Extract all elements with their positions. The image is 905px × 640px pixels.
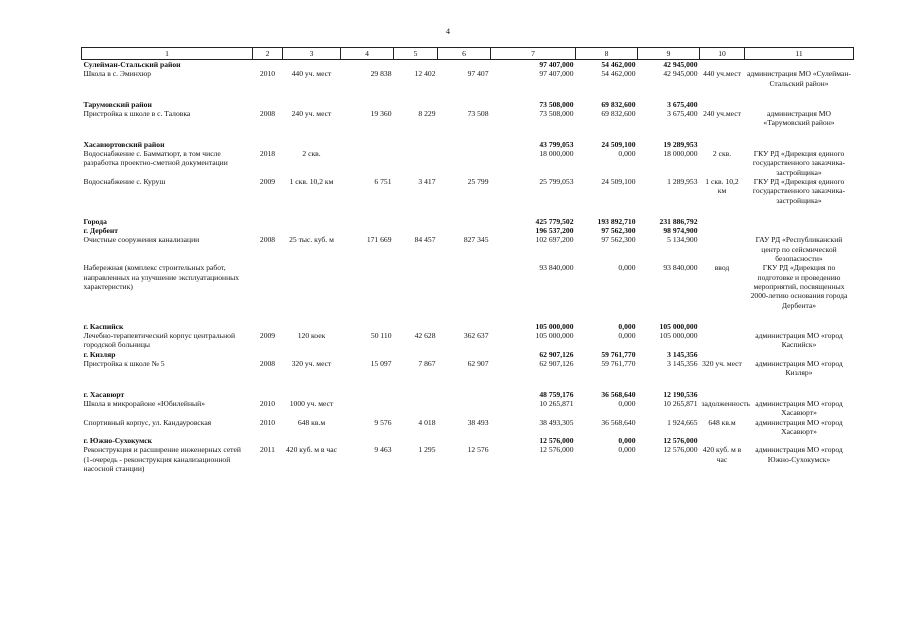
value-cell-5 [394,149,438,177]
customer-cell: администрация МО «город Южно-Сухокумск» [755,445,843,464]
result-cell [700,350,745,359]
value-cell-6 [438,217,491,226]
year-cell [253,390,283,399]
spacer-cell [82,88,854,100]
amount-republic-cell: 105 000,000 [659,321,698,331]
item-name-cell: Тарумовский район [83,99,152,109]
amount-total-cell: 73 508,000 [539,109,574,119]
column-header: 5 [394,48,438,60]
column-header: 7 [491,48,576,60]
capacity-cell: 240 уч. мест [291,109,332,119]
value-cell-5: 12 402 [414,69,436,79]
section-header-row [82,350,854,359]
spacer-row [82,310,854,322]
value-cell-4 [341,149,394,177]
value-cell-5: 1 295 [418,445,436,455]
capacity-cell [283,226,341,235]
value-cell-5 [394,399,438,418]
value-cell-5: 7 867 [418,359,436,369]
value-cell-6: 12 576 [467,445,489,455]
amount-republic-cell: 12 190,536 [663,389,698,399]
year-cell [253,100,283,109]
value-cell-5 [394,100,438,109]
customer-cell: администрация МО «город Хасавюрт» [755,398,843,418]
year-cell [253,60,283,70]
value-cell-5 [394,140,438,149]
capacity-cell: 440 уч. мест [291,69,332,79]
year-cell: 2008 [259,359,276,369]
result-cell [700,436,745,445]
value-cell-6 [438,226,491,235]
customer-cell: администрация МО «город Каспийск» [755,331,843,350]
value-cell-4 [341,390,394,399]
customer-cell [745,390,854,399]
item-name-cell: Реконструкция и расширение инженерных сетей (1-очередь - реконструкция канализационной насосной станции) [83,445,241,473]
result-cell: 320 уч. мест [702,359,742,369]
item-name-cell: Пристройка к школе № 5 [83,359,165,369]
item-name-cell: Водоснабжение с. Куруш [83,176,166,186]
amount-total-cell: 48 759,176 [539,389,574,399]
spacer-cell [82,378,854,390]
result-cell [700,235,745,263]
item-name-cell: Сулейман-Стальский район [83,60,181,69]
capacity-cell: 25 тыс. куб. м [289,235,334,245]
item-name-cell: Спортивный корпус, ул. Кандауровская [83,417,212,427]
amount-federal-cell: 36 568,640 [601,417,636,427]
value-cell-5: 84 457 [414,235,436,245]
year-cell [253,322,283,331]
year-cell: 2009 [259,176,276,186]
amount-total-cell: 105 000,000 [535,331,574,341]
capacity-cell: 420 куб. м в час [286,445,337,455]
amount-total-cell: 62 907,126 [539,359,574,369]
amount-federal-cell: 97 562,300 [601,235,636,245]
table-row [82,445,854,473]
amount-total-cell: 196 537,200 [535,226,574,236]
column-header: 6 [438,48,491,60]
amount-federal-cell: 54 462,000 [601,60,636,69]
spacer-row [82,128,854,140]
capacity-cell [283,140,341,149]
amount-republic-cell: 231 886,792 [659,216,698,226]
customer-cell: администрация МО «Сулейман-Стальский район» [747,69,851,88]
section-header-row [82,390,854,399]
result-cell: 420 куб. м в час [702,445,742,464]
amount-federal-cell: 0,000 [618,445,636,455]
value-cell-4: 15 097 [370,359,392,369]
item-name-cell: Набережная (комплекс строительных работ, направленных на улучшение эксплуатационных характеристик) [83,263,240,291]
amount-total-cell: 25 799,053 [539,176,574,186]
investment-table [81,47,854,473]
customer-cell: ГКУ РД «Дирекция единого государственного заказчика-застройщика» [752,176,846,205]
amount-federal-cell: 0,000 [618,149,636,159]
capacity-cell [283,322,341,331]
spacer-cell [82,205,854,217]
value-cell-6 [438,149,491,177]
result-cell [700,100,745,109]
value-cell-4 [341,60,394,70]
table-row [82,359,854,378]
capacity-cell [283,217,341,226]
item-name-cell: г. Хасавюрт [83,389,125,399]
amount-total-cell: 73 508,000 [539,99,574,109]
amount-republic-cell: 3 675,400 [667,99,698,109]
value-cell-4 [341,100,394,109]
capacity-cell [283,263,341,309]
value-cell-6 [438,140,491,149]
capacity-cell [283,390,341,399]
column-header: 10 [700,48,745,60]
page-number: 4 [446,27,450,36]
value-cell-6: 97 407 [467,69,489,79]
value-cell-6 [438,263,491,309]
column-header: 3 [283,48,341,60]
customer-cell [745,100,854,109]
value-cell-4: 171 669 [366,235,392,245]
customer-cell: администрация МО «город Хасавюрт» [755,417,843,436]
value-cell-4 [341,140,394,149]
amount-total-cell: 97 407,000 [539,69,574,79]
table-body [82,60,854,474]
amount-federal-cell: 97 562,300 [601,226,636,236]
amount-republic-cell: 1 289,953 [667,176,698,186]
value-cell-4 [341,322,394,331]
capacity-cell: 320 уч. мест [291,359,332,369]
item-name-cell: Пристройка к школе в с. Таловка [83,109,191,119]
table-row [82,331,854,350]
amount-republic-cell: 3 145,356 [667,349,698,359]
amount-federal-cell: 0,000 [618,321,636,331]
amount-republic-cell: 10 265,871 [663,398,698,408]
amount-total-cell: 12 576,000 [539,445,574,455]
customer-cell: администрация МО «Тарумовский район» [763,109,835,128]
result-cell [700,226,745,235]
amount-republic-cell: 98 974,900 [663,226,698,236]
section-header-row [82,436,854,445]
capacity-cell [283,436,341,445]
amount-total-cell: 105 000,000 [535,321,574,331]
amount-total-cell: 10 265,871 [539,398,574,408]
capacity-cell [283,100,341,109]
amount-total-cell: 62 907,126 [539,349,574,359]
section-header-row [82,226,854,235]
value-cell-6: 362 637 [463,331,489,341]
capacity-cell: 648 кв.м [297,417,326,427]
amount-federal-cell: 69 832,600 [601,109,636,119]
value-cell-4: 9 576 [374,417,392,427]
item-name-cell: Школа в микрорайоне «Юбилейный» [83,398,205,408]
amount-federal-cell: 0,000 [618,263,636,273]
year-cell [253,263,283,309]
amount-federal-cell: 193 892,710 [597,216,636,226]
amount-federal-cell: 59 761,770 [601,349,636,359]
result-cell: 648 кв.м [708,417,736,427]
year-cell [253,350,283,359]
table-row [82,263,854,309]
value-cell-6 [438,436,491,445]
table-row [82,149,854,177]
column-header: 11 [745,48,854,60]
value-cell-5 [394,436,438,445]
result-cell [700,322,745,331]
section-header-row [82,100,854,109]
table-row [82,69,854,88]
year-cell [253,436,283,445]
column-header: 4 [341,48,394,60]
capacity-cell [283,350,341,359]
amount-total-cell: 43 799,053 [539,139,574,149]
amount-republic-cell: 1 924,665 [667,417,698,427]
column-header: 1 [82,48,253,60]
customer-cell: администрация МО «город Кизляр» [755,359,843,378]
value-cell-6: 38 493 [467,417,489,427]
table-row [82,399,854,418]
column-header: 8 [576,48,638,60]
table-row [82,235,854,263]
value-cell-6 [438,399,491,418]
value-cell-5 [394,60,438,70]
section-header-row [82,322,854,331]
value-cell-6: 25 799 [467,176,489,186]
item-name-cell: Очистные сооружения канализации [83,235,200,245]
amount-federal-cell: 0,000 [618,331,636,341]
value-cell-5 [394,263,438,309]
value-cell-4 [341,399,394,418]
spacer-row [82,88,854,100]
amount-republic-cell: 18 000,000 [663,149,698,159]
result-cell: 240 уч.мест [703,109,741,119]
amount-republic-cell: 93 840,000 [663,263,698,273]
customer-cell: ГАУ РД «Республиканский центр по сейсмической безопасности» [755,235,843,264]
value-cell-4 [341,436,394,445]
value-cell-5: 8 229 [418,109,436,119]
value-cell-5 [394,217,438,226]
value-cell-5: 42 628 [414,331,436,341]
amount-total-cell: 425 779,502 [535,216,574,226]
result-cell: 2 скв. [712,149,732,159]
year-cell: 2009 [259,331,276,341]
value-cell-6: 73 508 [467,109,489,119]
value-cell-4: 9 463 [374,445,392,455]
value-cell-5 [394,350,438,359]
result-cell: 440 уч.мест [703,69,741,79]
customer-cell [745,217,854,226]
table-row [82,418,854,437]
amount-federal-cell: 36 568,640 [601,389,636,399]
result-cell: 1 скв. 10,2 км [705,176,739,196]
value-cell-6: 62 907 [467,359,489,369]
value-cell-4: 6 751 [374,176,392,186]
value-cell-6 [438,322,491,331]
amount-federal-cell: 24 509,100 [601,176,636,186]
value-cell-6 [438,390,491,399]
customer-cell [745,226,854,235]
section-header-row [82,217,854,226]
customer-cell [745,60,854,70]
item-name-cell: Лечебно-терапевтический корпус центральной городской больницы [83,331,236,350]
value-cell-4 [341,263,394,309]
amount-total-cell: 93 840,000 [539,263,574,273]
value-cell-6 [438,100,491,109]
amount-republic-cell: 42 945,000 [663,60,698,69]
value-cell-4 [341,226,394,235]
year-cell: 2011 [260,445,275,455]
result-cell: задолженность [701,398,751,408]
result-cell: ввод [714,263,730,273]
year-cell [253,140,283,149]
item-name-cell: г. Кизляр [83,349,116,359]
item-name-cell: г. Каспийск [83,321,124,331]
customer-cell [745,436,854,445]
amount-federal-cell: 24 509,100 [601,139,636,149]
value-cell-4: 29 838 [370,69,392,79]
amount-republic-cell: 105 000,000 [659,331,698,341]
value-cell-5: 4 018 [418,417,436,427]
value-cell-5: 3 417 [418,176,436,186]
table-row [82,177,854,205]
section-header-row [82,140,854,149]
column-header: 9 [638,48,700,60]
capacity-cell: 1000 уч. мест [289,398,334,408]
item-name-cell: г. Дербент [83,226,118,236]
customer-cell: ГКУ РД «Дирекция единого государственного заказчика-застройщика» [752,149,846,177]
amount-republic-cell: 12 576,000 [663,436,698,446]
value-cell-5 [394,226,438,235]
value-cell-6 [438,60,491,70]
year-cell: 2010 [259,417,276,427]
value-cell-4: 50 110 [370,331,392,341]
amount-republic-cell: 19 289,953 [663,139,698,149]
amount-federal-cell: 54 462,000 [601,69,636,79]
amount-total-cell: 12 576,000 [539,436,574,446]
spacer-cell [82,310,854,322]
value-cell-4 [341,217,394,226]
result-cell [700,140,745,149]
value-cell-5 [394,322,438,331]
header-row [82,48,854,60]
year-cell: 2008 [259,235,276,245]
item-name-cell: Школа в с. Эминхюр [83,69,152,79]
customer-cell [745,140,854,149]
year-cell: 2010 [259,69,276,79]
result-cell [700,60,745,70]
result-cell [700,331,745,350]
amount-total-cell: 97 407,000 [539,60,574,69]
capacity-cell: 2 скв. [302,149,321,159]
amount-republic-cell: 12 576,000 [663,445,698,455]
amount-federal-cell: 0,000 [618,398,636,408]
value-cell-4 [341,350,394,359]
value-cell-5 [394,390,438,399]
table-row [82,109,854,128]
amount-republic-cell: 42 945,000 [663,69,698,79]
section-header-row [82,60,854,70]
spacer-row [82,205,854,217]
item-name-cell: г. Южно-Сухокумск [83,436,153,446]
result-cell [700,390,745,399]
year-cell: 2018 [259,149,276,159]
amount-federal-cell: 59 761,770 [601,359,636,369]
capacity-cell [283,60,341,70]
amount-republic-cell: 5 134,900 [667,235,698,245]
column-header: 2 [253,48,283,60]
amount-total-cell: 18 000,000 [539,149,574,159]
capacity-cell: 120 коек [297,331,326,341]
value-cell-6: 827 345 [463,235,489,245]
customer-cell [745,350,854,359]
amount-federal-cell: 0,000 [618,436,636,446]
result-cell [700,217,745,226]
spacer-row [82,378,854,390]
year-cell [253,217,283,226]
amount-total-cell: 38 493,305 [539,417,574,427]
item-name-cell: Города [83,216,107,226]
amount-federal-cell: 69 832,600 [601,99,636,109]
value-cell-4: 19 360 [370,109,392,119]
item-name-cell: Хасавюртовский район [83,139,165,149]
spacer-cell [82,128,854,140]
year-cell: 2008 [259,109,276,119]
item-name-cell: Водоснабжение с. Бамматюрт, в том числе разработка проектно-сметной документации [83,149,228,168]
amount-total-cell: 102 697,200 [535,235,574,245]
customer-cell [745,322,854,331]
year-cell: 2010 [259,398,276,408]
year-cell [253,226,283,235]
value-cell-6 [438,350,491,359]
capacity-cell: 1 скв. 10,2 км [289,176,334,186]
amount-republic-cell: 3 145,356 [667,359,698,369]
customer-cell: ГКУ РД «Дирекция по подготовке и проведению мероприятий, посвященных 2000-летию основания города Дербента» [750,263,848,310]
amount-republic-cell: 3 675,400 [667,109,698,119]
